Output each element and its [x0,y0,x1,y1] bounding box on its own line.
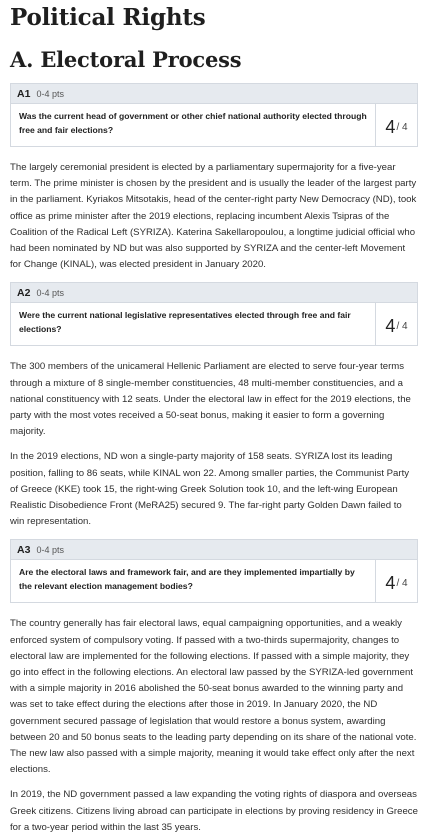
question-header [11,283,417,303]
score-cell [375,303,417,345]
question-id: A1 [17,87,31,100]
question-id: A2 [17,286,31,299]
question-box-a1 [10,83,418,147]
answer-paragraph: The largely ceremonial president is elected by a parliamentary supermajority for a five-year term. The prime minister is chosen by the president and is usually the leader of the largest party in the parliament. Kyriakos Mitsotakis, head of the center-right party New Democracy (ND), took office as prime minister after the 2019 elections, replacing incumbent Alexis Tsipras of the Coalition of the Radical Left (SYRIZA). Katerina Sakellaropoulou, a longtime judicial official who had been nominated by ND but was also supported by SYRIZA and the center-left Movement for Change (KINAL), was elected president in January 2020. [10,162,417,271]
score-max: / 4 [396,577,408,589]
score-value: 4 [385,116,396,137]
question-points: 0-4 pts [36,88,64,99]
answer-paragraph: In 2019, the ND government passed a law expanding the voting rights of diaspora and overseas Greek citizens. Citizens living abroad can participate in elections by proving residency in Greece for a two-year period within the last 35 years. [10,789,418,833]
question-header [11,540,417,560]
score-value: 4 [385,572,396,593]
score-value: 4 [385,315,396,336]
answer-paragraph: The 300 members of the unicameral Hellenic Parliament are elected to serve four-year terms through a mixture of 8 single-member constituencies, 48 multi-member constituencies, and a national constituency with 12 seats. Under the electoral law in effect for the 2019 elections, the party with the most votes received a 50-seat bonus, making it easier to form a governing majority. [10,361,411,438]
answer-paragraph: The country generally has fair electoral laws, equal campaigning opportunities, and a weakly enforced system of compulsory voting. If passed with a two-thirds supermajority, changes to electoral law are implemented for the following elections. If passed with a simple majority, they go into effect in the following elections. An electoral law passed by the SYRIZA-led government with a simple majority in 2016 abolished the 50-seat bonus awarded to the winning party and was set to take effect during the elections after those in 2019. In January 2020, the ND government secured passage of legislation that would restore a bonus system, awarding between 20 and 50 bonus seats to the leading party depending on its share of the national vote. The new law also passed with a simple majority, meaning it would take effect only after the next elections. [10,618,417,776]
question-body [11,560,417,602]
question-body [11,104,417,146]
question-points: 0-4 pts [36,544,64,555]
subsection-title: A. Electoral Process [10,47,242,72]
score-max: / 4 [396,121,408,133]
question-box-a2 [10,282,418,346]
question-header [11,84,417,104]
score-cell [375,104,417,146]
score-cell [375,560,417,602]
question-points: 0-4 pts [36,287,64,298]
question-text: Was the current head of government or other chief national authority elected through free and fair elections? [19,111,367,135]
question-text: Are the electoral laws and framework fair, and are they implemented impartially by the relevant election management bodies? [19,567,355,592]
question-text: Were the current national legislative representatives elected through free and fair elections? [19,310,351,335]
score-max: / 4 [396,320,408,332]
question-box-a3 [10,539,418,603]
question-id: A3 [17,543,31,556]
answer-paragraph: In the 2019 elections, ND won a single-party majority of 158 seats. SYRIZA lost its leading position, falling to 86 seats, while KINAL won 22. Among smaller parties, the Communist Party of Greece (KKE) took 15, the right-wing Greek Solution took 10, and the left-wing European Realistic Disobedience Front (MeRA25) secured 9. The far-right party Golden Dawn failed to win representation. [10,451,410,528]
section-title: Political Rights [10,4,206,31]
question-body [11,303,417,345]
